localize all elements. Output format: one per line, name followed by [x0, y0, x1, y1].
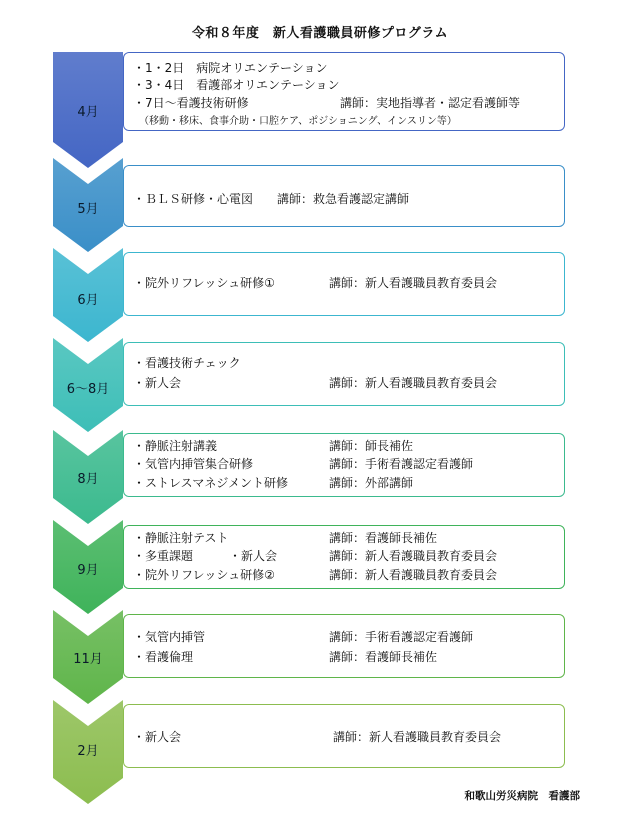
training-title: ・3・4日 看護部オリエンテーション	[133, 78, 340, 92]
training-box	[123, 704, 565, 768]
training-box	[123, 525, 565, 589]
training-title: ・静脈注射講義	[133, 439, 218, 453]
training-box	[123, 252, 565, 316]
training-title: ・気管内挿管	[133, 630, 206, 644]
training-title: （移動・移床、食事介助・口腔ケア、ポジショニング、インスリン等）	[139, 116, 457, 127]
training-title: ・ストレスマネジメント研修	[133, 476, 289, 490]
lecturer-label: 講師：新人看護職員教育委員会	[329, 568, 498, 582]
month-label: 5月	[77, 202, 99, 217]
month-label: 6月	[77, 293, 99, 308]
lecturer-label: 講師：新人看護職員教育委員会	[333, 730, 502, 744]
training-box	[123, 342, 565, 406]
lecturer-label: 講師：外部講師	[329, 476, 414, 490]
training-title: ・気管内挿管集合研修	[133, 457, 254, 471]
lecturer-label: 講師：実地指導者・認定看護師等	[340, 96, 521, 110]
lecturer-label: 講師：新人看護職員教育委員会	[329, 549, 498, 563]
lecturer-label: 講師：師長補佐	[329, 439, 414, 453]
month-label: 8月	[77, 472, 99, 487]
month-label: 9月	[77, 563, 99, 578]
month-label: 6〜8月	[66, 382, 110, 397]
training-box	[123, 433, 565, 497]
lecturer-label: 講師：手術看護認定看護師	[329, 630, 474, 644]
training-title: ・院外リフレッシュ研修①	[133, 276, 275, 290]
training-title: ・多重課題 ・新人会	[133, 549, 278, 563]
training-box	[123, 614, 565, 678]
page-title: 令和８年度 新人看護職員研修プログラム	[191, 26, 449, 41]
lecturer-label: 講師：新人看護職員教育委員会	[329, 376, 498, 390]
lecturer-label: 講師：看護師長補佐	[329, 531, 438, 545]
lecturer-label: 講師：新人看護職員教育委員会	[329, 276, 498, 290]
training-title: ・看護倫理	[133, 650, 194, 664]
training-box	[123, 52, 565, 131]
training-title: ・1・2日 病院オリエンテーション	[133, 61, 328, 75]
training-box	[123, 165, 565, 227]
footer-credit: 和歌山労災病院 看護部	[464, 790, 580, 802]
month-label: 4月	[77, 105, 99, 120]
training-title: ・新人会	[133, 730, 182, 744]
training-title: ・院外リフレッシュ研修②	[133, 568, 275, 582]
training-title: ・新人会	[133, 376, 182, 390]
lecturer-label: 講師：看護師長補佐	[329, 650, 438, 664]
training-title: ・7日〜看護技術研修	[133, 96, 249, 110]
training-title: ・ＢＬＳ研修・心電図 講師：救急看護認定講師	[133, 192, 410, 206]
lecturer-label: 講師：手術看護認定看護師	[329, 457, 474, 471]
month-label: 2月	[77, 744, 99, 759]
month-label: 11月	[73, 652, 103, 667]
training-title: ・看護技術チェック	[133, 356, 241, 370]
training-title: ・静脈注射テスト	[133, 531, 229, 545]
